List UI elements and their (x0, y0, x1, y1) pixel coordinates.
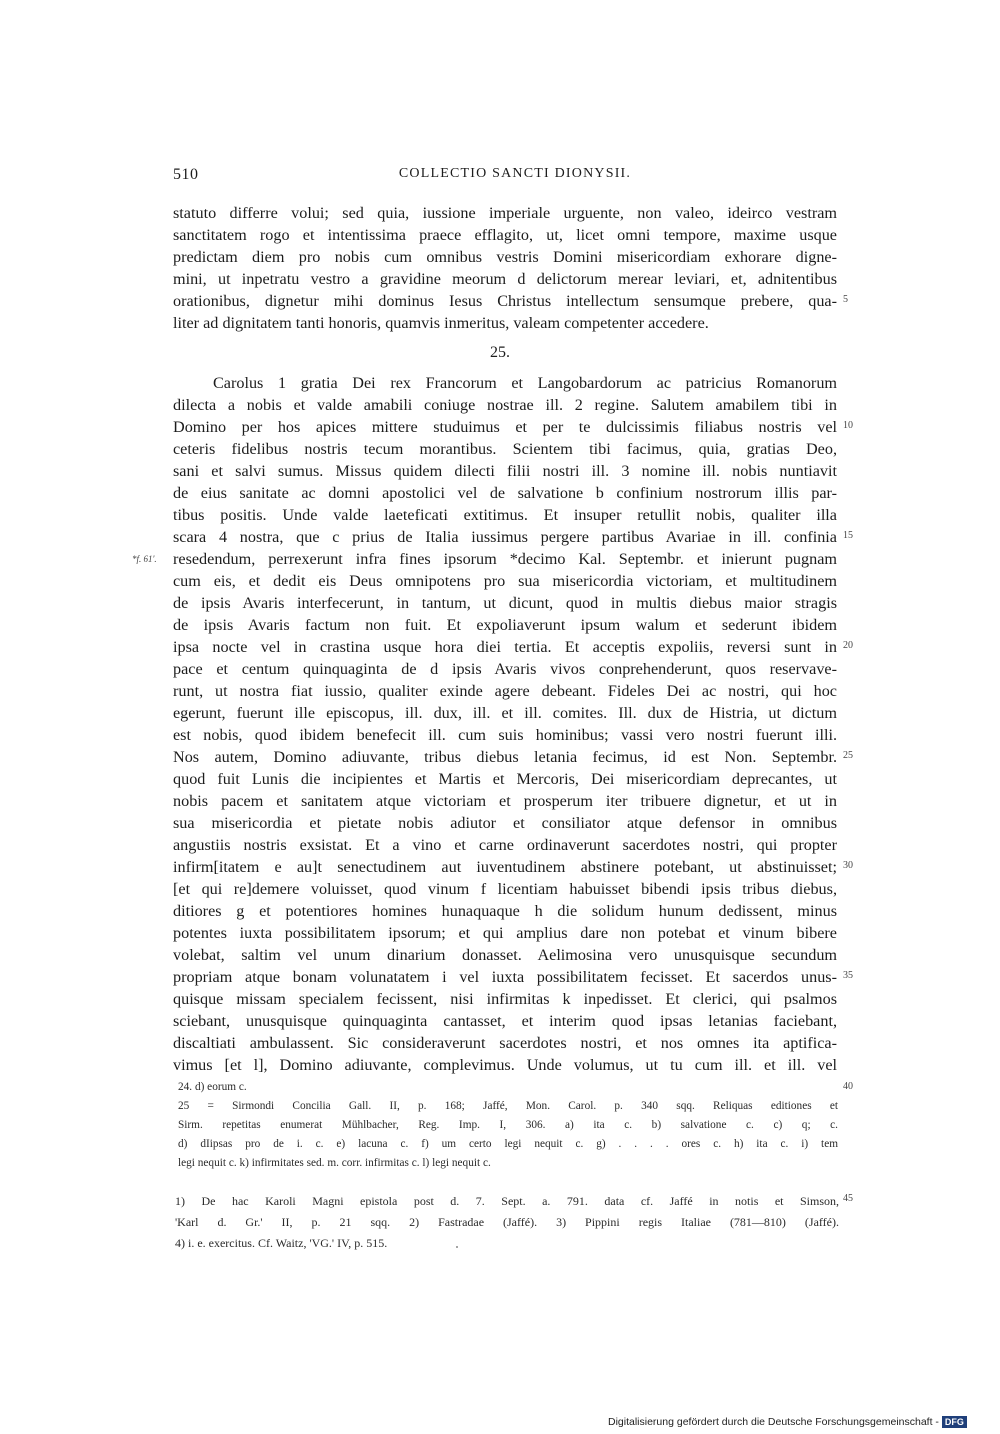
text-line: [et qui re]demere voluisset, quod vinum f licentiam habuisset bibendi ipsis tribus diebus, (173, 880, 837, 898)
text-line: pace et centum quinquaginta de d ipsis Avaris vivos conprehenderunt, quos reservave- (173, 660, 837, 678)
line-number: 5 (843, 294, 848, 305)
text-line: runt, ut nostra fiat iussio, qualiter exinde agere debeant. Fideles Dei ac nostri, qui hoc (173, 682, 837, 700)
apparatus-line: 24. d) eorum c. (178, 1081, 247, 1093)
footer-text: Digitalisierung gefördert durch die Deutsche Forschungsgemeinschaft - (608, 1416, 939, 1428)
line-number: 10 (843, 420, 853, 431)
text-line: ditiores g et potentiores homines hunaquaque h die solidum hunum dedissent, minus (173, 902, 837, 920)
text-line: angustiis nostris exsistat. Et a vino et carne ordinaverunt sacerdotes nostri, qui propter (173, 836, 837, 854)
line-number: 20 (843, 640, 853, 651)
text-line: predictam diem pro nobis cum omnibus vestris Domini misericordiam exhorare digne- (173, 248, 837, 266)
text-line: statuto differre volui; sed quia, iussione imperiale urguente, non valeo, ideirco vestram (173, 204, 837, 222)
text-line: Carolus 1 gratia Dei rex Francorum et Langobardorum ac patricius Romanorum (213, 374, 837, 392)
text-line: egerunt, fuerunt ille episcopus, ill. dux, ill. et ill. comites. Ill. dux de Histria, ut dictum (173, 704, 837, 722)
text-line: propriam atque bonam volunatatem i vel iuxta possibilitatem fecisset. Et sacerdos unus- (173, 968, 837, 986)
text-line: volebat, saltim vel unum dinarium donasset. Aelimosina vero unusquisque secundum (173, 946, 837, 964)
scan-speck (456, 1246, 458, 1248)
text-line: nobis pacem et sanitatem atque victoriam et prosperum iter tribuere dignetur, et ut in (173, 792, 837, 810)
text-line: tibus positis. Unde valde laeteficati extitimus. Et insuper retullit nobis, qualiter illa (173, 506, 837, 524)
historical-note-line: 'Karl d. Gr.' II, p. 21 sqq. 2) Fastradae (Jaffé). 3) Pippini regis Italiae (781—810) (Jaffé). (175, 1215, 839, 1229)
text-line: quod fuit Lunis die incipientes et Martis et Mercoris, Dei misericordiam deprecantes, ut (173, 770, 837, 788)
text-line: Nos autem, Domino adiuvante, tribus diebus letania fecimus, id est Non. Septembr. (173, 748, 837, 766)
text-line: potentes iuxta possibilitatem ipsorum; et qui amplius dare non potebat et vinum bibere (173, 924, 837, 942)
text-line: de ipsis Avaris interfecerunt, in tantum, ut dicunt, quod in multis diebus maior stragis (173, 594, 837, 612)
text-line: ipsa nocte vel in crastina usque hora diei tertia. Et acceptis expoliis, reversi sunt in (173, 638, 837, 656)
text-line: scara 4 nostra, que c prius de Italia iussimus pergere partibus Avariae in ill. confinia (173, 528, 837, 546)
text-line: de eius sanitate ac domni apostolici vel de salvatione b confinium nostrorum illis par- (173, 484, 837, 502)
apparatus-line: legi nequit c. k) infirmitates sed. m. corr. infirmitas c. l) legi nequit c. (178, 1157, 491, 1169)
historical-note-line: 1) De hac Karoli Magni epistola post d. 7. Sept. a. 791. data cf. Jaffé in notis et Simson, (175, 1194, 839, 1208)
text-line: quisque missam specialem fecissent, nisi infirmitas k inpedisset. Et clerici, qui psalmos (173, 990, 837, 1008)
text-line: de ipsis Avaris factum non fuit. Et expoliaverunt ipsum walum et sederunt ibidem (173, 616, 837, 634)
text-line: infirm[itatem e au]t senectudinem aut iuventudinem abstinere potebant, ut abstinuisset; (173, 858, 837, 876)
text-line: est nobis, quod ibidem benefecit ill. cum suis hominibus; vassi vero nostri fuerunt illi. (173, 726, 837, 744)
line-number: 35 (843, 970, 853, 981)
text-line: mini, ut inpetratu vestro a gravidine meorum d delictorum merear leviari, et, adnitentibus (173, 270, 837, 288)
apparatus-line: Sirm. repetitas enumerat Mühlbacher, Reg. Imp. I, 306. a) ita c. b) salvatione c. c) q; c. (178, 1119, 838, 1131)
section-number: 25. (490, 344, 510, 361)
digitization-footer (608, 1416, 967, 1428)
text-line: cum eis, et dedit eis Deus omnipotens pro sua misericordia victoriam, et multitudinem (173, 572, 837, 590)
dfg-logo: DFG (942, 1416, 967, 1428)
margin-folio-note: *f. 61'. (132, 554, 157, 564)
text-line: discaltiati ambulassent. Sic consideraverunt sacerdotes nostri, et nos omnes ita aptifica- (173, 1034, 837, 1052)
text-line: sciebant, unusquisque quinquaginta cantasset, et interim quod ipsas letanias faciebant, (173, 1012, 837, 1030)
line-number: 15 (843, 530, 853, 541)
text-line: vimus [et l], Domino adiuvante, complevimus. Unde volumus, ut tu cum ill. et ill. vel (173, 1056, 837, 1074)
running-head: COLLECTIO SANCTI DIONYSII. (398, 166, 632, 181)
line-number: 25 (843, 750, 853, 761)
apparatus-line: 25 = Sirmondi Concilia Gall. II, p. 168; Jaffé, Mon. Carol. p. 340 sqq. Reliquas editiones et (178, 1100, 838, 1112)
line-number: 45 (843, 1193, 853, 1204)
text-line: sani et salvi sumus. Missus quidem dilecti filii nostri ill. 3 nomine ill. nobis nuntiavit (173, 462, 837, 480)
text-line: orationibus, dignetur mihi dominus Iesus Christus intellectum sensumque prebere, qua- (173, 292, 837, 310)
text-line: dilecta a nobis et valde amabili coniuge nostrae ill. 2 regine. Salutem amabilem tibi in (173, 396, 837, 414)
apparatus-line: d) dIipsas pro de i. c. e) lacuna c. f) um certo legi nequit c. g) . . . . ores c. h) ita c. i) tem (178, 1138, 838, 1150)
text-line: resedendum, perrexerunt infra fines ipsorum *decimo Kal. Septembr. et inierunt pugnam (173, 550, 837, 568)
line-number: 40 (843, 1081, 853, 1092)
text-line: sanctitatem rogo et intentissima praece efflagito, ut, licet omni tempore, maxime usque (173, 226, 837, 244)
page-number: 510 (173, 166, 199, 183)
historical-note-line: 4) i. e. exercitus. Cf. Waitz, 'VG.' IV, p. 515. (175, 1236, 388, 1250)
text-line: liter ad dignitatem tanti honoris, quamvis inmeritus, valeam competenter accedere. (173, 314, 709, 332)
line-number: 30 (843, 860, 853, 871)
text-line: sua misericordia et pietate nobis adiutor et consiliator atque defensor in omnibus (173, 814, 837, 832)
text-line: Domino per hos apices mittere studuimus et per te dulcissimis filiabus nostris vel (173, 418, 837, 436)
text-line: ceteris fidelibus nostris tecum morantibus. Scientem tibi facimus, quia, gratias Deo, (173, 440, 837, 458)
